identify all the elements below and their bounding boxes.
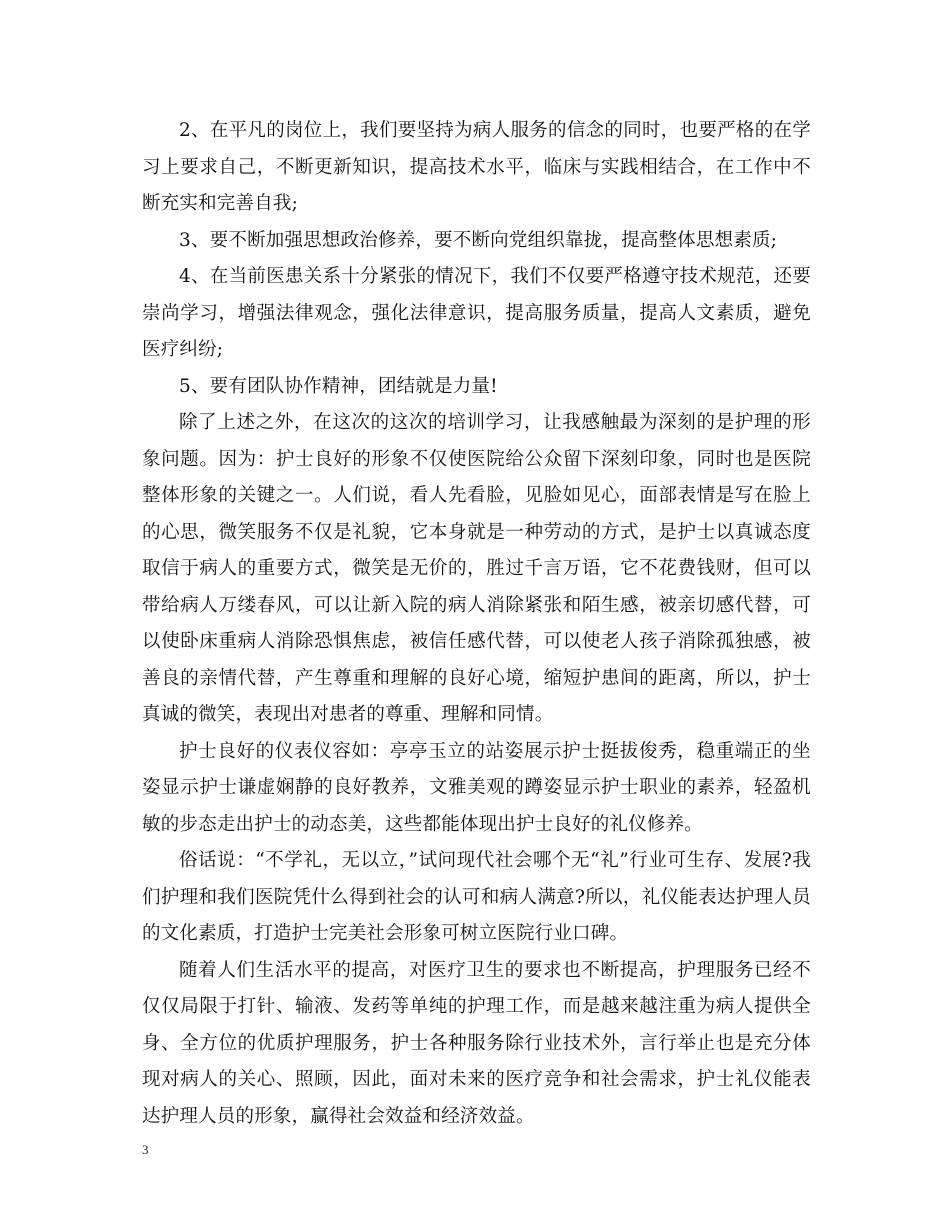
page-number: 3: [142, 1142, 149, 1157]
paragraph-point-5: 5、要有团队协作精神，团结就是力量!: [179, 375, 498, 397]
paragraph-nurse-image: 除了上述之外，在这次的这次的培训学习，让我感触最为深刻的是护理的形象问题。因为：护士良好的形象不仅使医院给公众留下深刻印象，同时也是医院整体形象的关键之一。人们说，看人先看脸，见脸如见心，面部表情是写在脸上的心思，微笑服务不仅是礼貌，它本身就是一种劳动的方式，是护士以真诚态度取信于病人的重要方式，微笑是无价的，胜过千言万语，它不花费钱财，但可以带给病人万缕春风，可以让新入院的病人消除紧张和陌生感，被亲切感代替，可以使卧床重病人消除恐惧焦虑，被信任感代替，可以使老人孩子消除孤独感，被善良的亲情代替，产生尊重和理解的良好心境，缩短护患间的距离，所以，护士真诚的微笑，表现出对患者的尊重、理解和同情。: [142, 412, 811, 725]
paragraph-point-2: 2、在平凡的岗位上，我们要坚持为病人服务的信念的同时，也要严格的在学习上要求自己，不断更新知识，提高技术水平，临床与实践相结合，在工作中不断充实和完善自我;: [142, 120, 811, 214]
paragraph-point-4: 4、在当前医患关系十分紧张的情况下，我们不仅要严格遵守技术规范，还要崇尚学习，增强法律观念，强化法律意识，提高服务质量，提高人文素质，避免医疗纠纷;: [142, 266, 811, 360]
paragraph-nurse-appearance: 护士良好的仪表仪容如：亭亭玉立的站姿展示护士挺拔俊秀，稳重端正的坐姿显示护士谦虚娴静的良好教养，文雅美观的蹲姿显示护士职业的素养，轻盈机敏的步态走出护士的动态美，这些都能体现出护士良好的礼仪修养。: [142, 740, 811, 835]
document-body: [142, 113, 811, 1135]
paragraph-quality-service: 随着人们生活水平的提高，对医疗卫生的要求也不断提高，护理服务已经不仅仅局限于打针、输液、发药等单纯的护理工作，而是越来越注重为病人提供全身、全方位的优质护理服务，护士各种服务除行业技术外，言行举止也是充分体现对病人的关心、照顾，因此，面对未来的医疗竞争和社会需求，护士礼仪能表达护理人员的形象，赢得社会效益和经济效益。: [142, 959, 811, 1127]
paragraph-etiquette-proverb: 俗话说：“不学礼，无以立，”试问现代社会哪个无“礼”行业可生存、发展?我们护理和我们医院凭什么得到社会的认可和病人满意?所以，礼仪能表达护理人员的文化素质，打造护士完美社会形象可树立医院行业口碑。: [142, 850, 811, 944]
paragraph-point-3: 3、要不断加强思想政治修养，要不断向党组织靠拢，提高整体思想素质;: [179, 229, 778, 251]
